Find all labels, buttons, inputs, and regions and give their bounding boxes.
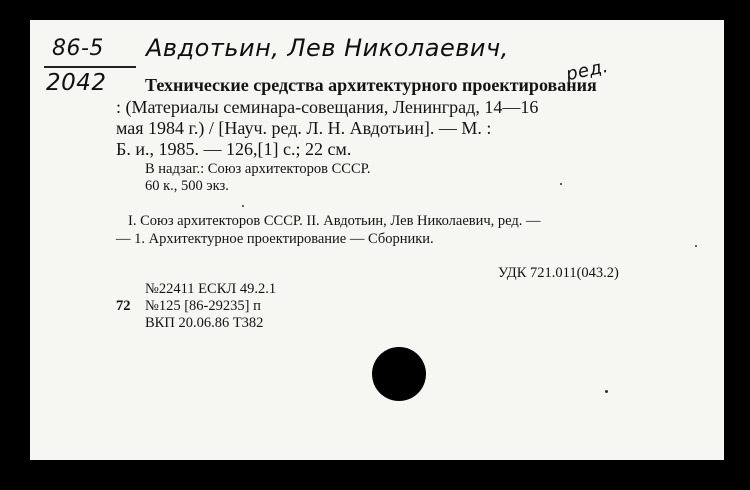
handwritten-author: Авдотьин, Лев Николаевич, [146,34,509,62]
registry-line-1: №22411 ЕСКЛ 49.2.1 [145,281,277,297]
speck [605,390,608,393]
tracing-line-2: — 1. Архитектурное проектирование — Сборники. [116,231,434,247]
inventory-number: 2042 [46,70,107,96]
shelf-mark-underline [44,66,136,68]
handwritten-role: ред. [564,55,611,86]
record-line-4: Б. и., 1985. — 126,[1] с.; 22 см. [116,139,352,159]
speck [695,245,697,247]
card-punch-hole [372,347,426,401]
registry-line-3: ВКП 20.06.86 Т382 [145,315,264,331]
registry-prefix: 72 [116,298,131,314]
shelf-mark: 86-5 [52,36,104,61]
udc-classification: УДК 721.011(043.2) [498,265,619,281]
tracing-line-1: I. Союз архитекторов СССР. II. Авдотьин, Лев Николаевич, ред. — [128,213,541,229]
note-header: В надзаг.: Союз архитекторов СССР. [145,161,371,177]
speck [242,205,244,207]
record-line-2: : (Материалы семинара-совещания, Ленинград, 14—16 [116,97,539,117]
note-price: 60 к., 500 экз. [145,178,229,194]
record-title: Технические средства архитектурного проектирования [145,75,597,95]
registry-line-2: №125 [86-29235] п [145,298,261,314]
speck [560,183,562,185]
catalog-card [30,20,724,460]
record-line-3: мая 1984 г.) / [Науч. ред. Л. Н. Авдотьин]. — М. : [116,118,492,138]
